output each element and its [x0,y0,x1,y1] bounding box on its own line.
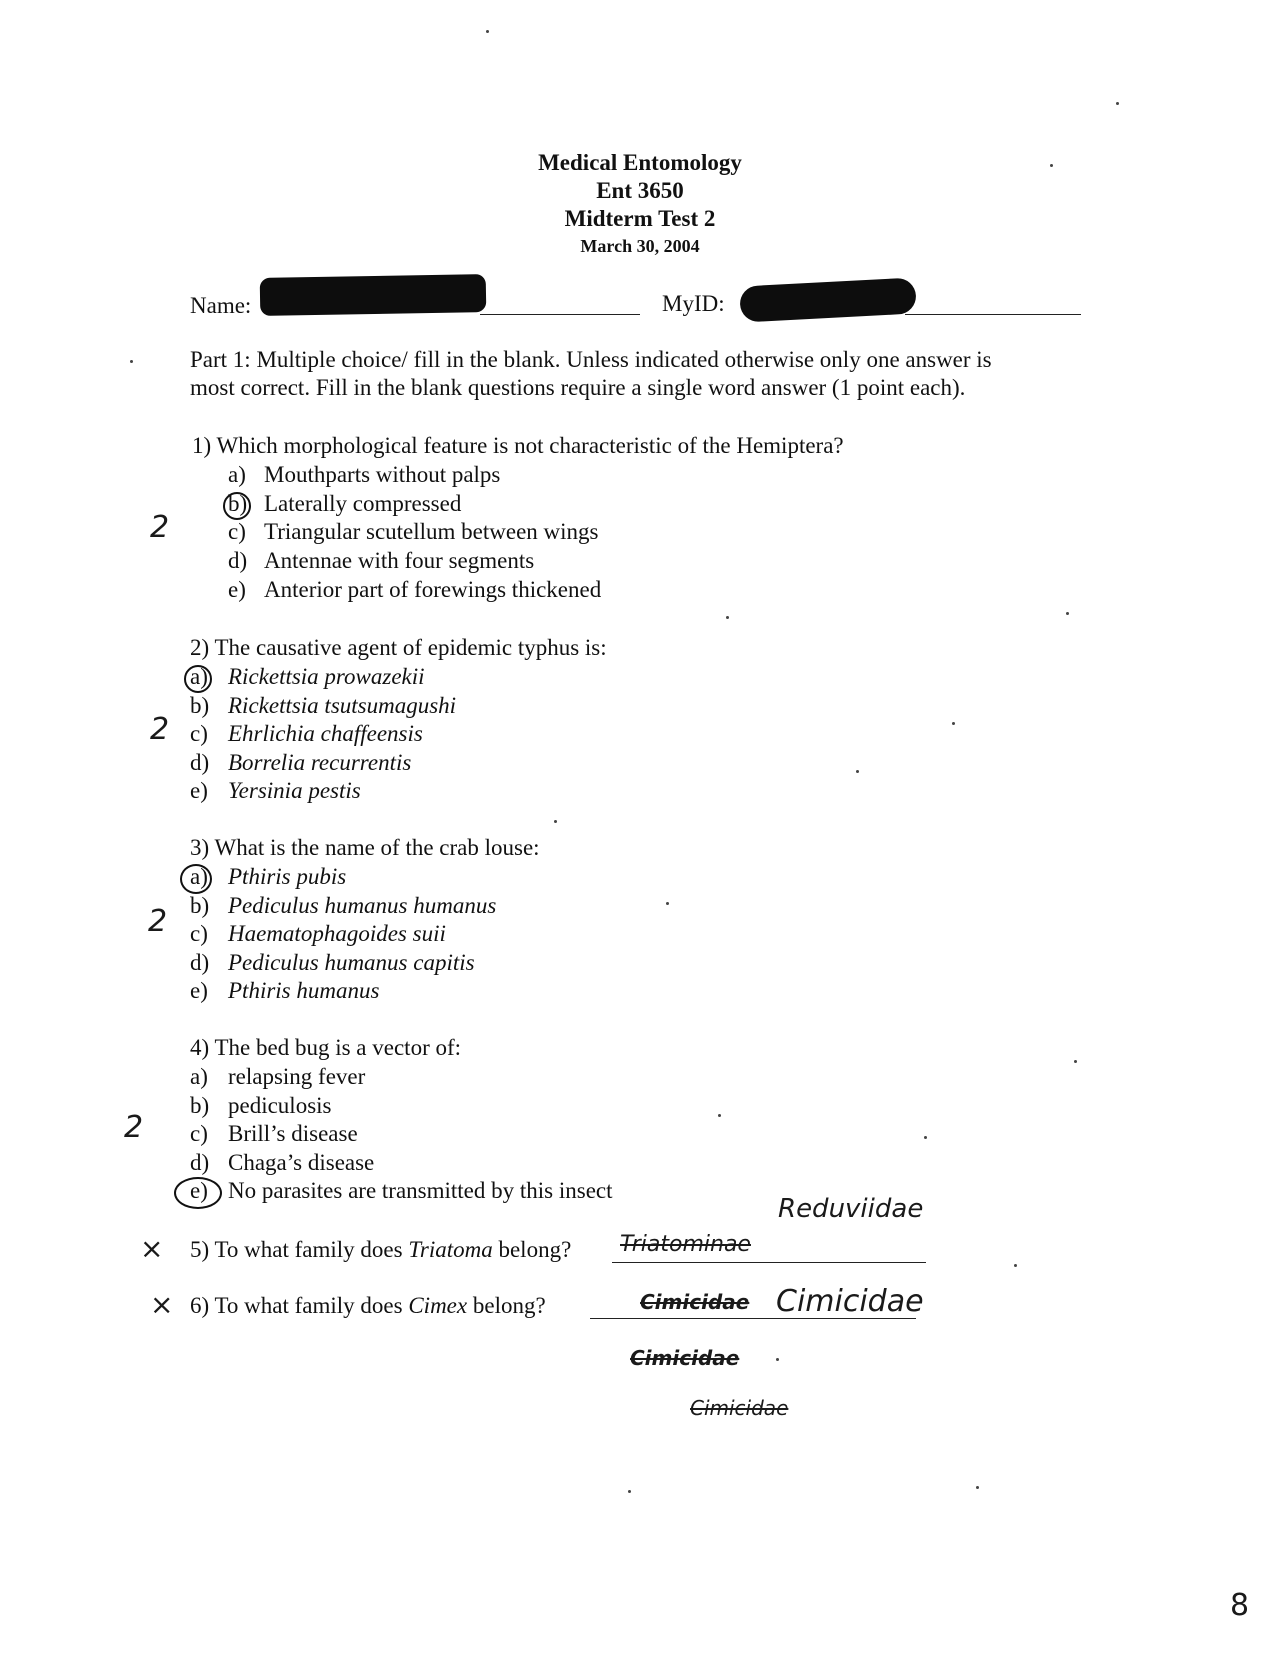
q4-option-text: Brill’s disease [228,1121,358,1146]
q2-option-text: Ehrlichia chaffeensis [228,721,423,746]
q2-option-letter: c) [190,721,208,746]
q6-stem-prefix: 6) To what family does [190,1293,409,1318]
scan-speck [1014,1264,1017,1267]
q2-stem: 2) The causative agent of epidemic typhus is: [190,635,607,660]
q3-option-letter: d) [190,950,210,975]
myid-underline [905,314,1081,315]
q5-genus: Triatoma [408,1237,493,1262]
q4-option-letter: b) [190,1093,210,1118]
q2-option-letter: b) [190,693,210,718]
scan-speck [486,30,489,33]
answer-circle [180,864,212,894]
q5-stem-prefix: 5) To what family does [190,1237,409,1262]
answer-circle [174,1177,222,1209]
answer-circle [184,665,212,693]
scan-speck [628,1490,631,1493]
scan-speck [666,902,669,905]
q3-option-text: Pthiris humanus [228,978,380,1003]
scan-speck [924,1136,927,1139]
q5-handwritten-answer: Reduviidae [778,1194,924,1224]
q6-stem-suffix: belong? [467,1293,546,1318]
q6-handwritten-answer: Cimicidae [776,1284,924,1319]
scratch-out-1: Cimicidae [630,1346,740,1370]
q2-option-letter: a) [190,664,208,689]
q4-option-text: No parasites are transmitted by this insect [228,1178,613,1203]
scan-speck [718,1114,721,1117]
q2-option-text: Rickettsia prowazekii [228,664,425,689]
scan-speck [976,1486,979,1489]
scan-speck [776,1358,779,1361]
answer-circle [223,492,251,520]
q6-wrong-mark: × [150,1288,174,1321]
q4-option-text: Chaga’s disease [228,1150,375,1175]
scan-speck [726,616,729,619]
q2-option-text: Yersinia pestis [228,778,361,803]
q3-option-letter: a) [190,864,208,889]
q4-option-letter: e) [190,1178,208,1203]
scan-speck [1116,102,1119,105]
q5-stem-suffix: belong? [492,1237,572,1262]
course-title: Medical Entomology [538,150,742,175]
instructions-line-1: Part 1: Multiple choice/ fill in the blank. Unless indicated otherwise only one answer is [190,347,992,372]
q2-option-letter: d) [190,750,210,775]
q3-option-letter: e) [190,978,208,1003]
test-date: March 30, 2004 [580,236,700,256]
scan-speck [1050,164,1053,167]
q1-option-letter: c) [228,519,246,544]
q4-option-text: pediculosis [228,1093,332,1118]
q2-option-text: Rickettsia tsutsumagushi [228,693,457,718]
myid-label: MyID: [662,291,725,316]
q3-option-letter: b) [190,893,210,918]
name-underline [480,314,640,315]
q6-crossed-answer: Cimicidae [640,1290,750,1314]
q3-option-text: Pthiris pubis [228,864,347,889]
q2-option-letter: e) [190,778,208,803]
q1-option-letter: b) [228,491,248,516]
q1-option-text: Triangular scutellum between wings [264,519,599,544]
course-code: Ent 3650 [596,178,684,203]
q4-option-letter: a) [190,1064,208,1089]
q5-stem [190,1236,571,1264]
q1-option-text: Antennae with four segments [264,548,535,573]
scan-speck [130,360,133,363]
scan-speck [1066,612,1069,615]
q1-option-letter: a) [228,462,246,487]
q6-stem [190,1292,546,1320]
q3-option-text: Pediculus humanus humanus [228,893,497,918]
q4-stem: 4) The bed bug is a vector of: [190,1035,462,1060]
q4-score: 2 [124,1110,144,1145]
test-title: Midterm Test 2 [564,206,716,231]
page-number: 8 [1230,1588,1250,1623]
q1-option-text: Anterior part of forewings thickened [264,577,602,602]
q1-score: 2 [150,510,170,545]
instructions-line-2: most correct. Fill in the blank questions require a single word answer (1 point each). [190,375,966,400]
q1-option-letter: e) [228,577,246,602]
q3-option-letter: c) [190,921,208,946]
q3-score: 2 [148,904,168,939]
q3-option-text: Pediculus humanus capitis [228,950,475,975]
q4-option-letter: d) [190,1150,210,1175]
q1-stem: 1) Which morphological feature is not characteristic of the Hemiptera? [192,433,844,458]
q3-stem: 3) What is the name of the crab louse: [190,835,540,860]
scan-speck [952,722,955,725]
q1-option-letter: d) [228,548,248,573]
q5-wrong-mark: × [140,1232,164,1265]
scan-speck [554,820,557,823]
q1-option-text: Mouthparts without palps [264,462,501,487]
name-label: Name: [190,293,252,318]
q5-crossed-answer: Triatominae [620,1232,751,1257]
myid-redaction [739,277,917,322]
q3-option-text: Haematophagoides suii [228,921,446,946]
scratch-out-2: Cimicidae [690,1396,789,1420]
q4-option-letter: c) [190,1121,208,1146]
q2-option-text: Borrelia recurrentis [228,750,412,775]
name-redaction [260,274,487,316]
q5-answer-line [612,1262,926,1263]
scan-speck [856,770,859,773]
scan-speck [1074,1060,1077,1063]
q2-score: 2 [150,712,170,747]
q4-option-text: relapsing fever [228,1064,366,1089]
q1-option-text: Laterally compressed [264,491,462,516]
q6-genus: Cimex [408,1293,468,1318]
